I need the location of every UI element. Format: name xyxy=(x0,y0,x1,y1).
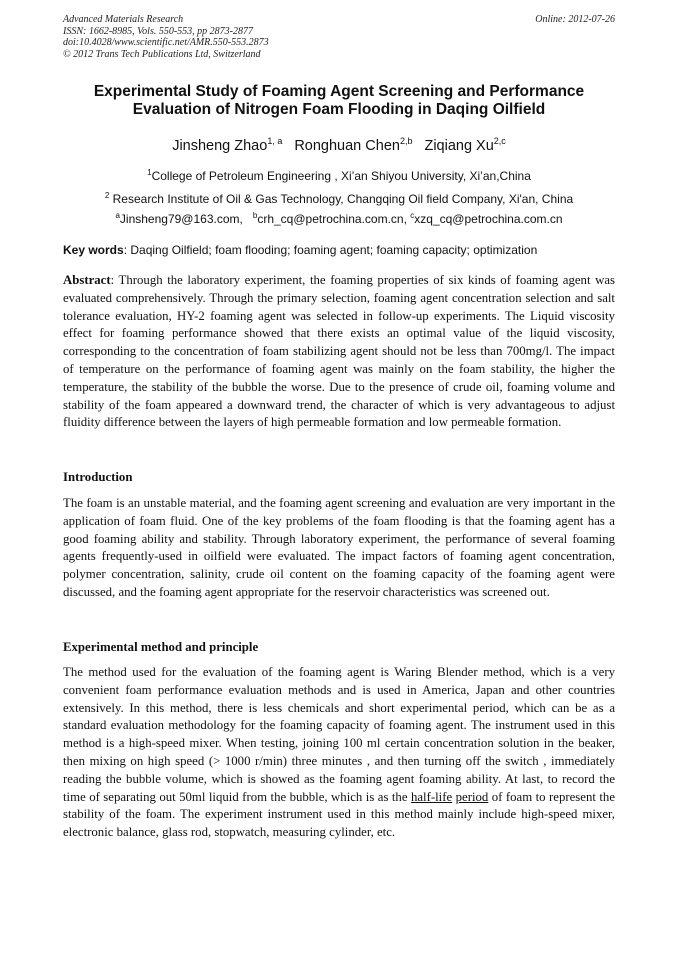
introduction-text: The foam is an unstable material, and the foaming agent screening and evaluation are very important in the application of foam fluid. One of the key problems of the foam flooding is that the foaming agent has a good foaming ability and stability. Through laboratory experiment, the performance of several foaming agents frequently-used in oilfield were evaluated. The impact factors of foaming agent concentration, polymer concentration, salinity, crude oil content on the foaming capacity of the foaming agent were discussed, and the foaming agent appropriate for the reservoir characteristics was screened out. xyxy=(63,496,615,599)
method-text: The method used for the evaluation of the foaming agent is Waring Blender method, which is a very convenient foam performance evaluation methods and is used in America, Japan and other countries extensively. In this method, there is less chemicals and short experimental period, which can be as a standard evaluation methodology for the foaming capacity of foaming agent. The instrument used in this method is a high-speed mixer. When testing, joining 100 ml certain concentration solution in the beaker, then mixing on high speed (> 1000 r/min) three minutes , and then turning off the switch , immediately reading the bubble volume, which is showed as the foaming agent foaming ability. At last, to record the time of separating out 50ml liquid from the bubble, which is as the half-life period of foam to represent the stability of the foam. The experiment instrument used in this method mainly include high-speed mixer, electronic balance, glass rod, stopwatch, measuring cylinder, etc. xyxy=(63,665,615,840)
author-name: Ronghuan Chen xyxy=(294,137,400,154)
author-affiliation-marker: 2,b xyxy=(399,136,413,146)
keywords-label: Key words xyxy=(63,243,124,257)
author-emails: $^a$Jinsheng79@163.com, $^b$crh_cq@petrochina.com.cn, $^c$xzq_cq@petrochina.com.cn xyxy=(115,211,563,226)
affiliation-2: $^2$ Research Institute of Oil & Gas Technology, Changqing Oil field Company, Xi'an, China xyxy=(104,191,574,206)
journal-header xyxy=(63,14,615,60)
underlined-term: half-life xyxy=(410,789,453,804)
paper-title xyxy=(40,83,638,119)
author-name: Ziqiang Xu xyxy=(424,137,494,154)
author-name: Jinsheng Zhao xyxy=(172,137,268,154)
online-date: Online: 2012-07-26 xyxy=(535,14,615,25)
abstract-label: Abstract xyxy=(63,273,111,287)
author-list xyxy=(0,132,678,155)
copyright-line: © 2012 Trans Tech Publications Ltd, Switzerland xyxy=(63,48,261,60)
email-link[interactable]: crh_cq@petrochina.com.cn, xyxy=(257,212,407,226)
method-heading: Experimental method and principle xyxy=(63,640,259,654)
keywords-text: : Daqing Oilfield; foam flooding; foaming agent; foaming capacity; optimization xyxy=(123,243,538,257)
author-affiliation-marker: 1, a xyxy=(267,136,283,146)
keywords xyxy=(63,243,615,257)
doi-line: doi:10.4028/www.scientific.net/AMR.550-553.2873 xyxy=(63,37,269,48)
author-affiliation-marker: 2,c xyxy=(493,136,506,146)
email-link[interactable]: Jinsheng79@163.com, xyxy=(119,212,243,226)
issn-line: ISSN: 1662-8985, Vols. 550-553, pp 2873-2877 xyxy=(63,25,253,37)
introduction-heading: Introduction xyxy=(63,470,133,484)
underlined-term: period xyxy=(455,789,489,804)
abstract xyxy=(63,272,615,432)
journal-name: Advanced Materials Research xyxy=(63,14,184,25)
title-line-2: Evaluation of Nitrogen Foam Flooding in Daqing Oilfield xyxy=(132,101,546,118)
abstract-text: : Through the laboratory experiment, the foaming properties of six kinds of foaming agent was evaluated comprehensively. Through the primary selection, foaming agent concentration selection and salt tolerance evaluation, HY-2 foaming agent was selected in follow-up experiments. The Liquid viscosity effect for foaming performance showed that there exists an optimal value of the liquid viscosity, corresponding to the concentration of foam stabilizing agent should not be less than 700mg/l. The impact of temperature on the performance of foaming agent was mainly on the foam stability, the higher the temperature, the stability of the bubble the worse. Due to the presence of crude oil, foaming volume and stability of the foam appeared a downward trend, the character of which is very advantageous to adjust fluidity difference between the layers of high permeable formation and low permeable formation. xyxy=(63,273,615,430)
affiliation-1: $^1$College of Petroleum Engineering , Xi’an Shiyou University, Xi’an,China xyxy=(147,168,531,183)
title-line-1: Experimental Study of Foaming Agent Screening and Performance xyxy=(93,83,585,100)
email-link[interactable]: xzq_cq@petrochina.com.cn xyxy=(414,212,563,226)
